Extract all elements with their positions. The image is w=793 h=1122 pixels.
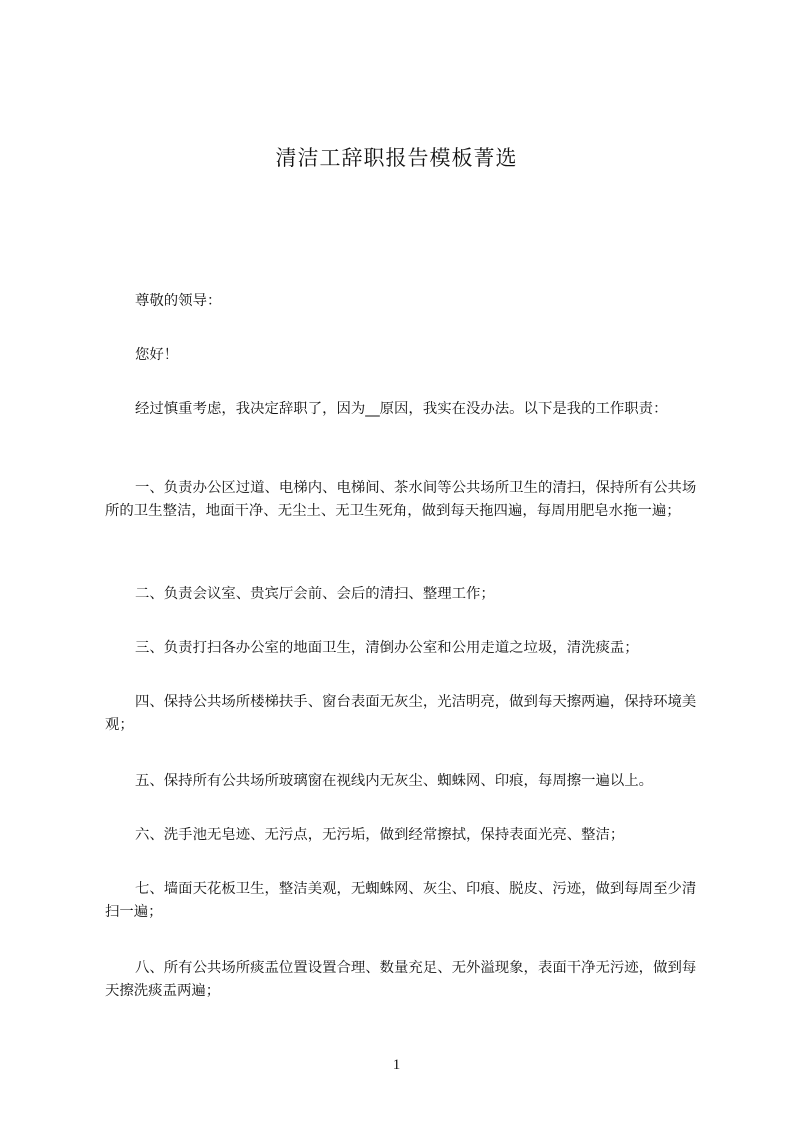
duty-item-4: 四、保持公共场所楼梯扶手、窗台表面无灰尘，光洁明亮，做到每天擦两遍，保持环境美观； bbox=[105, 694, 697, 733]
document-title: 清洁工辞职报告模板菁选 bbox=[275, 146, 518, 170]
duty-item-5: 五、保持所有公共场所玻璃窗在视线内无灰尘、蜘蛛网、印痕，每周擦一遍以上。 bbox=[135, 773, 654, 789]
greeting: 您好！ bbox=[135, 347, 179, 363]
duty-item-6: 六、洗手池无皂迹、无污点，无污垢，做到经常擦拭，保持表面光亮、整洁； bbox=[135, 827, 625, 843]
salutation: 尊敬的领导： bbox=[135, 293, 222, 309]
intro-paragraph: 经过慎重考虑，我决定辞职了，因为__原因，我实在没办法。以下是我的工作职责： bbox=[135, 401, 668, 417]
duty-item-3: 三、负责打扫各办公室的地面卫生，清倒办公室和公用走道之垃圾，清洗痰盂； bbox=[135, 640, 639, 656]
page-number: 1 bbox=[392, 1057, 401, 1073]
duty-item-8: 八、所有公共场所痰盂位置设置合理、数量充足、无外溢现象，表面干净无污迹，做到每天擦洗痰盂两遍； bbox=[105, 960, 697, 999]
duty-item-2: 二、负责会议室、贵宾厅会前、会后的清扫、整理工作； bbox=[135, 586, 495, 602]
duty-item-7: 七、墙面天花板卫生，整洁美观，无蜘蛛网、灰尘、印痕、脱皮、污迹，做到每周至少清扫一遍； bbox=[105, 881, 697, 920]
duty-item-1: 一、负责办公区过道、电梯内、电梯间、茶水间等公共场所卫生的清扫，保持所有公共场所的卫生整洁，地面干净、无尘土、无卫生死角，做到每天拖四遍，每周用肥皂水拖一遍； bbox=[105, 480, 697, 519]
